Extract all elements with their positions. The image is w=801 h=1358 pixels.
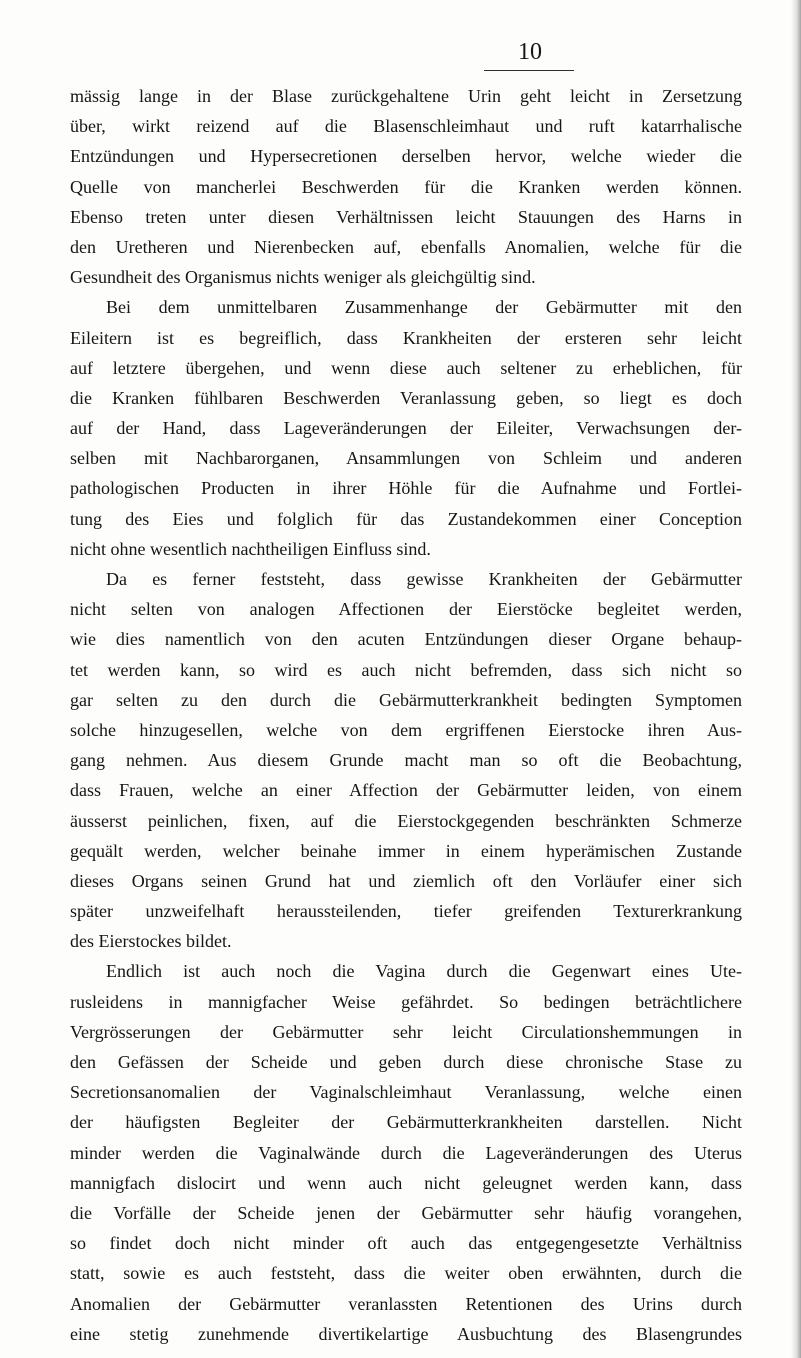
text-line: gequält werden, welcher beinahe immer in einem hyperämischen Zustande: [70, 840, 742, 861]
text-line: Gesundheit des Organismus nichts weniger als gleichgültig sind.: [70, 267, 536, 288]
text-line: auf letztere übergehen, und wenn diese auch seltener zu erheblichen, für: [70, 357, 742, 378]
text-line: minder werden die Vaginalwände durch die Lageveränderungen des Uterus: [70, 1142, 742, 1163]
text-line: solche hinzugesellen, welche von dem ergriffenen Eierstocke ihren Aus-: [70, 719, 742, 740]
text-line: wie dies namentlich von den acuten Entzündungen dieser Organe behaup-: [70, 629, 742, 650]
text-line: mässig lange in der Blase zurückgehaltene Urin geht leicht in Zersetzung: [70, 86, 742, 106]
text-line: so findet doch nicht minder oft auch das entgegengesetzte Verhältniss: [70, 1233, 742, 1254]
text-line: äusserst peinlichen, fixen, auf die Eierstockgegenden beschränkten Schmerze: [70, 810, 742, 831]
page-number: 10: [518, 39, 542, 65]
page-edge-shadow: [791, 0, 801, 1358]
text-line: über, wirkt reizend auf die Blasenschleimhaut und ruft katarrhalische: [70, 116, 742, 137]
page-number-rule: [484, 70, 574, 71]
text-line: pathologischen Producten in ihrer Höhle für die Aufnahme und Fortlei-: [70, 478, 742, 499]
text-line: des Eierstockes bildet.: [70, 931, 232, 952]
text-line: mannigfach dislocirt und wenn auch nicht geleugnet werden kann, dass: [70, 1172, 742, 1193]
text-line: den Uretheren und Nierenbecken auf, ebenfalls Anomalien, welche für die: [70, 236, 742, 257]
text-line: Da es ferner feststeht, dass gewisse Krankheiten der Gebärmutter: [106, 569, 742, 589]
text-line: die Vorfälle der Scheide jenen der Gebärmutter sehr häufig vorangehen,: [70, 1202, 742, 1223]
text-line: die Kranken fühlbaren Beschwerden Veranlassung geben, so liegt es doch: [70, 387, 742, 408]
text-line: auf der Hand, dass Lageveränderungen der Eileiter, Verwachsungen der-: [70, 418, 742, 439]
body-text: [70, 81, 742, 1349]
text-line: der häufigsten Begleiter der Gebärmutterkrankheiten darstellen. Nicht: [70, 1112, 742, 1133]
text-line: Quelle von mancherlei Beschwerden für die Kranken werden können.: [70, 176, 742, 197]
text-line: dieses Organs seinen Grund hat und ziemlich oft den Vorläufer einer sich: [70, 870, 742, 891]
text-line: Eileitern ist es begreiflich, dass Krankheiten der ersteren sehr leicht: [70, 327, 742, 348]
text-line: statt, sowie es auch feststeht, dass die weiter oben erwähnten, durch die: [70, 1263, 742, 1284]
text-line: Entzündungen und Hypersecretionen derselben hervor, welche wieder die: [70, 146, 742, 167]
text-line: Anomalien der Gebärmutter veranlassten Retentionen des Urins durch: [70, 1293, 742, 1314]
text-line: Endlich ist auch noch die Vagina durch die Gegenwart eines Ute-: [106, 961, 742, 982]
text-line: Bei dem unmittelbaren Zusammenhange der Gebärmutter mit den: [106, 297, 742, 318]
text-line: Ebenso treten unter diesen Verhältnissen leicht Stauungen des Harns in: [70, 206, 742, 227]
text-line: Vergrösserungen der Gebärmutter sehr leicht Circulationshemmungen in: [70, 1021, 742, 1042]
text-line: den Gefässen der Scheide und geben durch diese chronische Stase zu: [70, 1052, 742, 1072]
text-line: nicht selten von analogen Affectionen der Eierstöcke begleitet werden,: [70, 599, 742, 620]
text-line: gang nehmen. Aus diesem Grunde macht man so oft die Beobachtung,: [70, 750, 742, 771]
text-line: Secretionsanomalien der Vaginalschleimhaut Veranlassung, welche einen: [70, 1082, 742, 1103]
text-line: tung des Eies und folglich für das Zustandekommen einer Conception: [70, 508, 742, 529]
text-line: nicht ohne wesentlich nachtheiligen Einfluss sind.: [70, 538, 431, 559]
text-line: gar selten zu den durch die Gebärmutterkrankheit bedingten Symptomen: [70, 689, 742, 710]
text-line: selben mit Nachbarorganen, Ansammlungen von Schleim und anderen: [70, 448, 742, 469]
text-line: eine stetig zunehmende divertikelartige Ausbuchtung des Blasengrundes: [70, 1323, 742, 1344]
text-line: später unzweifelhaft heraussteilenden, tiefer greifenden Texturerkrankung: [70, 901, 742, 922]
text-line: dass Frauen, welche an einer Affection der Gebärmutter leiden, von einem: [70, 780, 742, 801]
text-line: tet werden kann, so wird es auch nicht befremden, dass sich nicht so: [70, 659, 742, 680]
text-line: rusleidens in mannigfacher Weise gefährdet. So bedingen beträchtlichere: [70, 991, 742, 1012]
